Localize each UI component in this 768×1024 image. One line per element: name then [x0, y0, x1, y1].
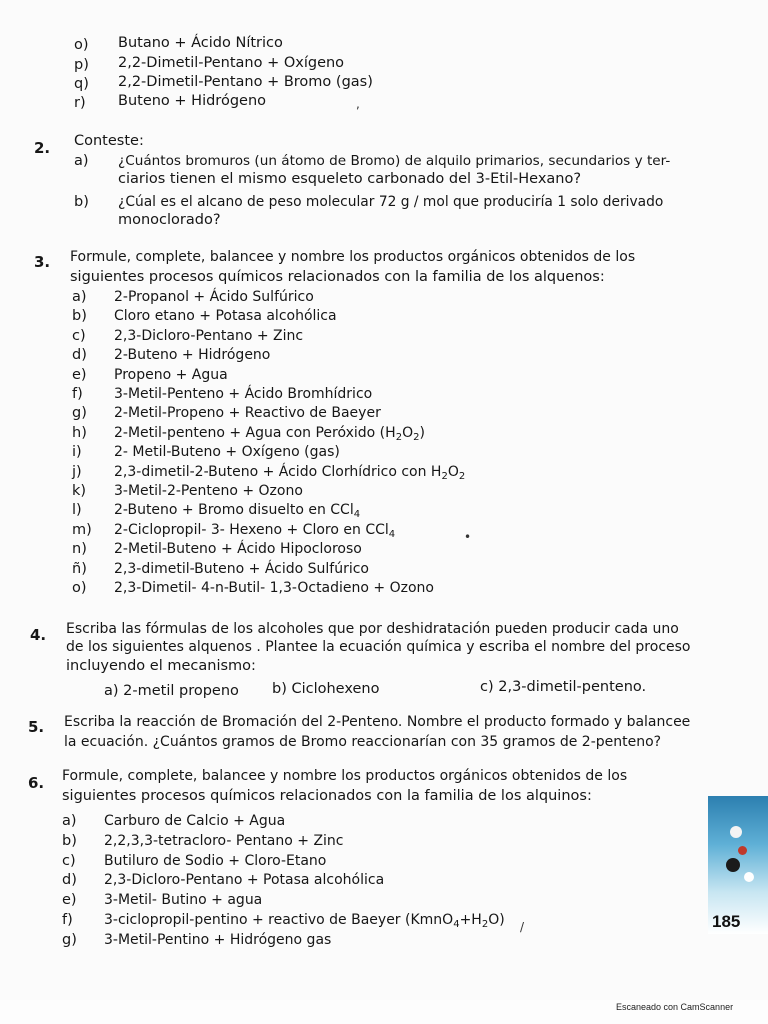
question-intro: siguientes procesos químicos relacionados con la familia de los alquenos: [70, 269, 605, 285]
item-label: g) [62, 931, 77, 948]
item-text-main: 2,2,3,3-tetracloro- Pentano + Zinc [104, 832, 344, 849]
item-text [114, 540, 362, 558]
item-text-main: 3-ciclopropil-pentino + reactivo de Baeyer (KmnO [104, 912, 454, 928]
item-text [104, 871, 384, 889]
scanner-footer: Escaneado con CamScanner [616, 1002, 734, 1012]
formula-part: ) [419, 424, 425, 441]
question-title: Conteste: [74, 133, 144, 149]
item-label: c) [62, 852, 76, 869]
item-label: q) [74, 76, 89, 92]
item-label: d) [62, 872, 77, 889]
formula-part: 4 [453, 919, 460, 930]
item-text-main: 2-Metil-Buteno + Ácido Hipocloroso [114, 541, 362, 558]
item-text: ¿Cúal es el alcano de peso molecular 72 g / mol que produciría 1 solo derivado [118, 194, 664, 210]
item-text [104, 891, 262, 909]
item-text-main: 2,3-Dicloro-Pentano + Potasa alcohólica [104, 872, 385, 889]
item-text: 2,2-Dimetil-Pentano + Oxígeno [118, 55, 345, 71]
item-label: e) [62, 892, 77, 909]
item-text-cont: monoclorado? [118, 212, 221, 228]
formula-part: 2 [395, 431, 403, 443]
item-text [104, 852, 326, 870]
formula-part: 2 [481, 919, 489, 930]
question-text: Escriba la reacción de Bromación del 2-Penteno. Nombre el producto formado y balancee [64, 714, 691, 730]
question-number: 5. [28, 718, 45, 736]
item-text-main: 2-Metil-penteno + Agua con Peróxido (H [114, 424, 396, 441]
item-label: r) [74, 95, 86, 111]
item-text-main: 2-Metil-Propeno + Reactivo de Baeyer [114, 405, 381, 422]
question-text: incluyendo el mecanismo: [66, 658, 256, 674]
page-number: 185 [712, 912, 741, 931]
stray-mark: / [520, 920, 525, 934]
question-text: la ecuación. ¿Cuántos gramos de Bromo reaccionarían con 35 gramos de 2-penteno? [64, 734, 662, 750]
item-text-main: Propeno + Agua [114, 366, 228, 383]
item-text [114, 560, 369, 578]
item-label: h) [72, 424, 87, 441]
item-text-main: 3-Metil- Butino + agua [104, 892, 263, 909]
item-text [114, 327, 303, 345]
item-label: f) [62, 912, 73, 928]
item-text-main: 3-Metil-Pentino + Hidrógeno gas [104, 931, 332, 948]
question-number: 3. [34, 253, 51, 271]
formula-part: 4 [388, 528, 396, 540]
item-text-main: 3-Metil-Penteno + Ácido Bromhídrico [114, 386, 373, 402]
item-label: b) [72, 308, 87, 325]
formula-part: 2 [441, 470, 448, 482]
formula-part: 4 [353, 509, 361, 521]
item-label: ñ) [72, 560, 87, 577]
item-label: l) [72, 502, 82, 519]
item-label: c) [72, 327, 86, 344]
option-a: a) 2-metil propeno [104, 683, 239, 699]
item-label: k) [72, 483, 87, 499]
option-b: b) Ciclohexeno [272, 681, 380, 697]
question-intro: Formule, complete, balancee y nombre los productos orgánicos obtenidos de los [70, 249, 636, 265]
item-text [104, 832, 344, 850]
molecule-atom [730, 826, 742, 838]
item-text: Buteno + Hidrógeno [118, 93, 267, 109]
item-text [104, 931, 331, 949]
item-text [114, 579, 434, 597]
item-label: e) [72, 366, 87, 383]
item-label: o) [74, 37, 89, 53]
item-text [114, 366, 228, 384]
item-text-main: 2,3-dimetil-Buteno + Ácido Sulfúrico [114, 560, 369, 577]
item-text [114, 288, 314, 306]
item-text-main: 2- Metil-Buteno + Oxígeno (gas) [114, 444, 340, 461]
item-label: f) [72, 386, 83, 402]
item-text-main: 2,3-Dimetil- 4-n-Butil- 1,3-Octadieno + Ozono [114, 580, 434, 596]
item-label: a) [72, 289, 87, 305]
item-text-cont: ciarios tienen el mismo esqueleto carbonado del 3-Etil-Hexano? [118, 171, 582, 187]
item-text [114, 385, 372, 403]
item-text: 2,2-Dimetil-Pentano + Bromo (gas) [118, 74, 373, 90]
question-text: Escriba las fórmulas de los alcoholes que por deshidratación pueden producir cada uno [66, 621, 679, 637]
item-text-main: Butiluro de Sodio + Cloro-Etano [104, 852, 327, 869]
item-label: j) [72, 463, 82, 480]
item-label: b) [74, 194, 89, 210]
item-label: b) [62, 832, 77, 849]
molecule-atom [744, 872, 754, 882]
formula-part: 2 [413, 431, 420, 443]
item-text-main: 2-Ciclopropil- 3- Hexeno + Cloro en CCl [114, 521, 389, 538]
item-text: ¿Cuántos bromuros (un átomo de Bromo) de alquilo primarios, secundarios y ter- [118, 153, 671, 169]
formula-part: O [447, 463, 459, 480]
question-intro: siguientes procesos químicos relacionados con la familia de los alquinos: [62, 788, 592, 804]
formula-part: +H [459, 912, 482, 928]
question-number: 4. [30, 626, 47, 644]
item-label: m) [72, 521, 92, 538]
stray-mark: • [464, 530, 472, 544]
item-label: a) [62, 813, 77, 829]
item-text [114, 404, 381, 422]
item-label: g) [72, 405, 87, 422]
question-number: 2. [34, 139, 51, 157]
formula-part: O [402, 424, 414, 441]
item-text-main: 2-Buteno + Bromo disuelto en CCl [114, 502, 354, 519]
item-text-main: 3-Metil-2-Penteno + Ozono [114, 483, 303, 499]
stray-mark: , [356, 97, 360, 111]
item-text-main: Cloro etano + Potasa alcohólica [114, 308, 337, 325]
molecule-atom [726, 858, 740, 872]
option-c: c) 2,3-dimetil-penteno. [480, 679, 647, 695]
item-label: p) [74, 57, 89, 73]
question-text: de los siguientes alquenos . Plantee la ecuación química y escriba el nombre del proceso [66, 639, 691, 655]
item-text [114, 346, 270, 364]
item-label: d) [72, 347, 87, 364]
item-label: a) [74, 153, 89, 169]
question-intro: Formule, complete, balancee y nombre los productos orgánicos obtenidos de los [62, 768, 628, 784]
item-text [114, 307, 337, 325]
item-label: n) [72, 541, 87, 558]
item-label: o) [72, 580, 87, 596]
item-text: Butano + Ácido Nítrico [118, 35, 283, 51]
item-text-main: 2,3-dimetil-2-Buteno + Ácido Clorhídrico con H [114, 463, 442, 480]
formula-part: 2 [458, 470, 466, 482]
item-text [114, 482, 303, 500]
item-text-main: 2,3-Dicloro-Pentano + Zinc [114, 327, 304, 344]
item-label: i) [72, 444, 82, 461]
item-text [104, 812, 285, 830]
item-text-main: 2-Propanol + Ácido Sulfúrico [114, 289, 314, 305]
item-text-main: 2-Buteno + Hidrógeno [114, 347, 271, 364]
item-text [114, 443, 340, 461]
question-number: 6. [28, 774, 45, 792]
item-text-main: Carburo de Calcio + Agua [104, 813, 286, 829]
molecule-atom [738, 846, 747, 855]
formula-part: O) [488, 912, 505, 928]
